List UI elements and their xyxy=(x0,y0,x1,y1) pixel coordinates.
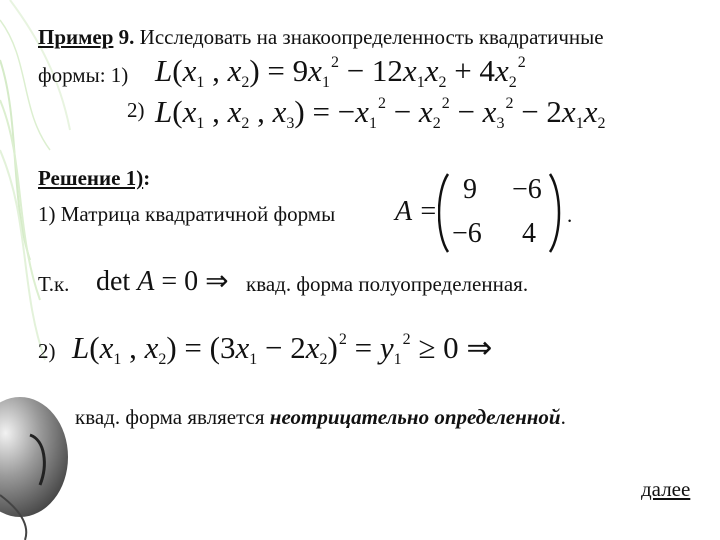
example-heading xyxy=(38,27,604,48)
item1-label: 1) xyxy=(110,63,129,87)
matrix-cell-11: 9 xyxy=(463,174,477,205)
tk-label: Т.к. xyxy=(38,272,70,296)
matrix-label: A = xyxy=(395,196,438,227)
matrix-text: 1) Матрица квадратичной формы xyxy=(38,202,336,226)
formula-2: $L(x_1$ , $x_2$ , $x_3) = -x_1^2 - x_2^2 - x_3^2 - 2x_1x_2$ xyxy=(155,94,606,132)
solution-heading: Решение 1): xyxy=(38,166,151,190)
decorative-ball xyxy=(0,395,70,540)
next-link[interactable]: далее xyxy=(641,477,691,501)
task-line2: формы: 1) xyxy=(38,63,129,87)
matrix-cell-22: 4 xyxy=(522,218,536,249)
conclusion-emphasis: неотрицательно определенной xyxy=(269,405,561,429)
formula-1: $L(x_1$ , $x_2) = 9x_1^2 - 12x_1x_2 + 4x_2^2$ xyxy=(155,53,526,91)
matrix-cell-12: −6 xyxy=(512,174,542,205)
example-number: 9. xyxy=(118,25,135,49)
conclusion: квад. форма является неотрицательно определенной. xyxy=(75,405,566,429)
det-formula: det A = 0 ⇒ xyxy=(96,266,229,297)
item2-label: 2) xyxy=(127,98,145,122)
formula-4: $L(x_1$ , $x_2) = (3x_1 - 2x_2)^2 = y_1^2 \ge 0$ ⇒ xyxy=(72,330,493,368)
task-line1: Исследовать на знакоопределенность квадратичные xyxy=(139,25,604,49)
semi-definite-text: квад. форма полуопределенная. xyxy=(246,272,529,296)
example-label: Пример xyxy=(38,25,114,49)
matrix-cell-21: −6 xyxy=(452,218,482,249)
solution-item2-label: 2) xyxy=(38,339,56,363)
matrix-dot: . xyxy=(567,203,573,227)
